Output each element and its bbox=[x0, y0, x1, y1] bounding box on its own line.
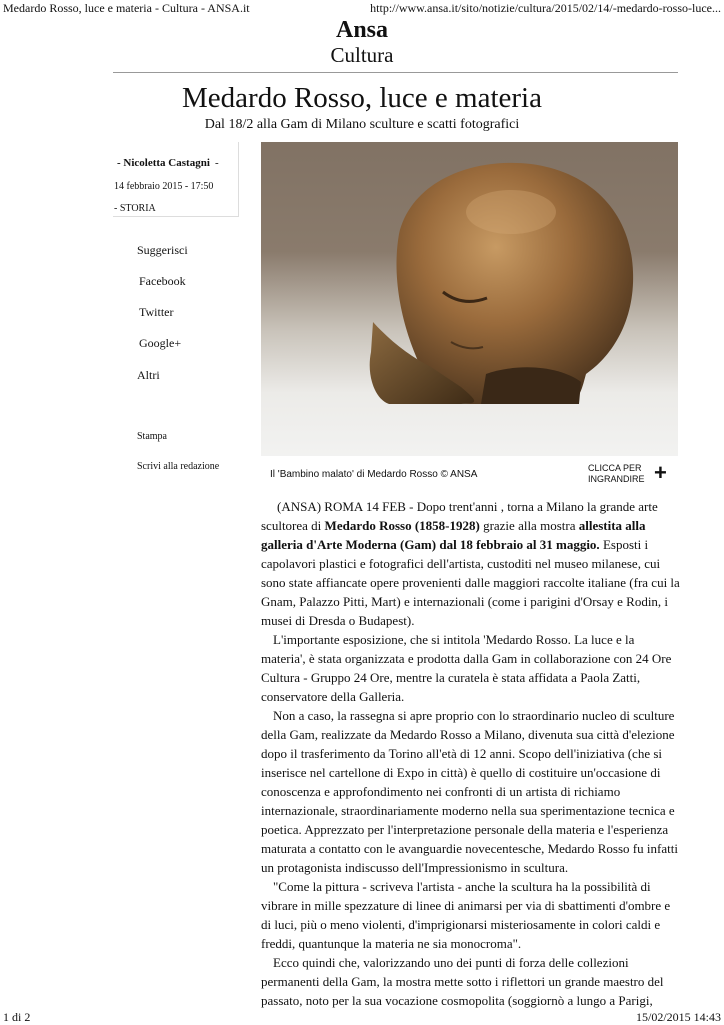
author-separator: - bbox=[215, 157, 219, 169]
plus-icon[interactable]: + bbox=[654, 460, 667, 485]
print-timestamp: 15/02/2015 14:43 bbox=[635, 1010, 721, 1024]
print-header-title: Medardo Rosso, luce e materia - Cultura - ANSA.it bbox=[3, 1, 250, 15]
print-page-number: 1 di 2 bbox=[3, 1010, 31, 1024]
publish-date: 14 febbraio 2015 - 17:50 bbox=[114, 181, 214, 192]
enlarge-image-label[interactable]: CLICCA PER INGRANDIRE bbox=[588, 463, 645, 484]
article-photo[interactable] bbox=[261, 142, 678, 456]
share-google-link[interactable]: Google+ bbox=[139, 336, 182, 350]
site-name[interactable]: Ansa bbox=[335, 17, 389, 43]
article-body bbox=[261, 497, 681, 1010]
print-header-url: http://www.ansa.it/sito/notizie/cultura/2015/02/14/-medardo-rosso-luce... bbox=[370, 1, 721, 15]
write-to-editors-link[interactable]: Scrivi alla redazione bbox=[137, 461, 220, 472]
article-title: Medardo Rosso, luce e materia bbox=[182, 82, 542, 114]
article-paragraph: L'importante esposizione, che si intitola 'Medardo Rosso. La luce e la materia', è stata organizzata e prodotta dalla Gam in collaborazione con 24 Ore Cultura - Gruppo 24 Ore, mentre la curatela è stata affidata a Paola Zatti, conservatore della Galleria. bbox=[261, 632, 672, 704]
share-suggest-link[interactable]: Suggerisci bbox=[137, 243, 188, 257]
image-caption: Il 'Bambino malato' di Medardo Rosso © ANSA bbox=[270, 469, 478, 480]
section-name[interactable]: Cultura bbox=[330, 43, 394, 67]
article-paragraph: (ANSA) ROMA 14 FEB - Dopo trent'anni , torna a Milano la grande arte scultorea di Medardo Rosso (1858-1928) grazie alla mostra allestita alla galleria d'Arte Moderna (Gam) dal 18 febbraio al 31 maggio. Esposti i capolavori plastici e fotografici dell'artista, custoditi nel museo milanese, cui sono state affiancate opere provenienti dalle maggiori raccolte italiane (fra cui la Gnam, Palazzo Pitti, Mart) e internazionali (come i parigini d'Orsay e Rodin, i musei di Dresda o Budapest). bbox=[261, 499, 680, 628]
article-paragraph: Ecco quindi che, valorizzando uno dei punti di forza delle collezioni permanenti della Gam, la mostra mette sotto i riflettori un grande maestro del passato, noto per la sua vocazione cosmopolita (soggiornò a lungo a Parigi, bbox=[261, 955, 664, 1008]
header-divider bbox=[113, 72, 678, 73]
article-subtitle: Dal 18/2 alla Gam di Milano sculture e scatti fotografici bbox=[204, 117, 520, 132]
bronze-head-sculpture-image bbox=[261, 142, 678, 456]
print-link[interactable]: Stampa bbox=[137, 431, 167, 442]
article-paragraph: "Come la pittura - scriveva l'artista - anche la scultura ha la possibilità di vibrare in mille spezzature di linee di animarsi per via di sbattimenti d'ombre e di luci, più o meno violenti, d'imprigionarsi misteriosamente in colori caldi e freddi, quantunque la materia ne sia monocroma". bbox=[261, 879, 671, 951]
author-name[interactable]: - Nicoletta Castagni bbox=[117, 157, 210, 169]
share-more-link[interactable]: Altri bbox=[137, 368, 160, 382]
share-twitter-link[interactable]: Twitter bbox=[139, 305, 174, 319]
article-category[interactable]: - STORIA bbox=[114, 203, 156, 214]
article-paragraph: Non a caso, la rassegna si apre proprio con lo straordinario nucleo di sculture della Gam, realizzate da Medardo Rosso a Milano, divenuta sua città d'elezione dopo il trasferimento da Torino all'età di 12 anni. Scopo dell'iniziativa (che si inserisce nel cartellone di Expo in città) è quello di costituire un'occasione di conoscenza e approfondimento nei confronti di un artista di richiamo internazionale, straordinariamente moderno nella sua sperimentazione tecnica e poetica. Apprezzato per l'interpretazione personale della materia e l'esperienza maturata a contatto con le avanguardie novecentesche, Medardo Rosso fu infatti un protagonista indiscusso dell'Impressionismo in scultura. bbox=[261, 708, 678, 875]
share-facebook-link[interactable]: Facebook bbox=[139, 274, 186, 288]
